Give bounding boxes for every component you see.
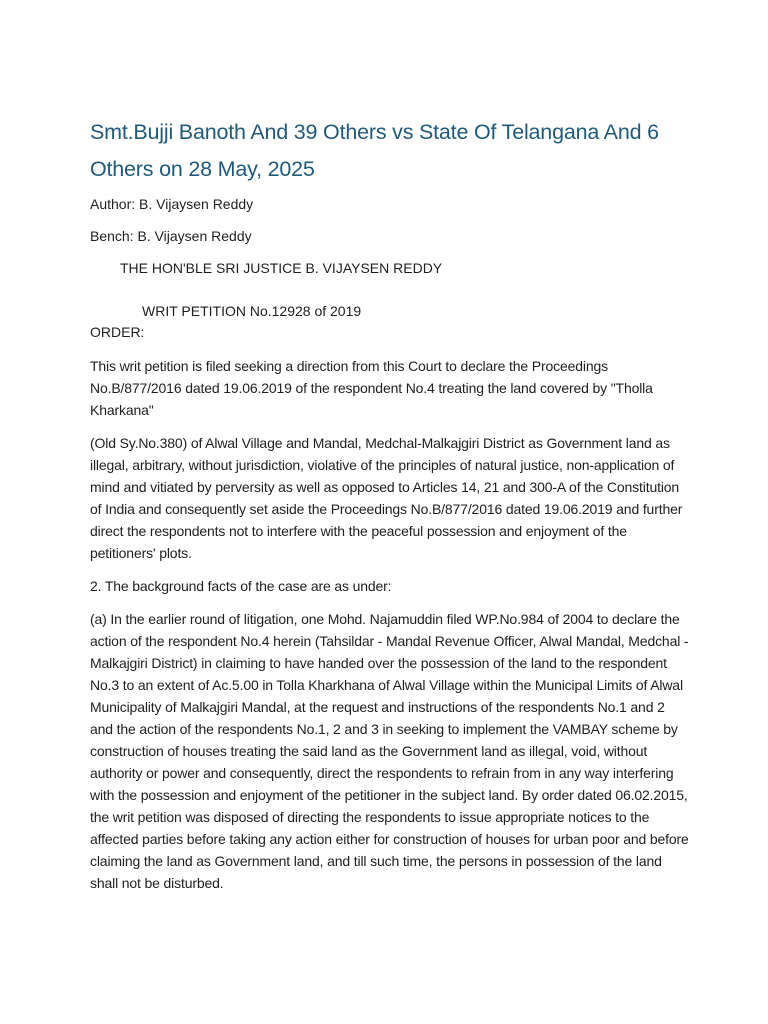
author-line: Author: B. Vijaysen Reddy — [90, 196, 254, 212]
paragraph: This writ petition is filed seeking a direction from this Court to declare the Proceedings No.B/877/2016 dated 19.06.2019 of the respondent No.4 treating the land covered by "Tholla Kharkana" — [90, 358, 653, 418]
bench-line: Bench: B. Vijaysen Reddy — [90, 228, 252, 244]
document-page — [90, 114, 690, 905]
document-title: Smt.Bujji Banoth And 39 Others vs State Of Telangana And 6 Others on 28 May, 2025 — [90, 120, 659, 181]
paragraph: (a) In the earlier round of litigation, one Mohd. Najamuddin filed WP.No.984 of 2004 to declare the action of the respondent No.4 herein (Tahsildar - Mandal Revenue Officer, Alwal Mandal, Medchal - Malkajgiri District) in claiming to have handed over the possession of the land to the respondent No.3 to an extent of Ac.5.00 in Tolla Kharkhana of Alwal Village within the Municipal Limits of Alwal Municipality of Malkajgiri Mandal, at the request and instructions of the respondents No.1 and 2 and the action of the respondents No.1, 2 and 3 in seeking to implement the VAMBAY scheme by construction of houses treating the said land as the Government land as illegal, void, without authority or power and consequently, direct the respondents to refrain from in any way interfering with the possession and enjoyment of the petitioner in the subject land. By order dated 06.02.2015, the writ petition was disposed of directing the respondents to issue appropriate notices to the affected parties before taking any action either for construction of houses for urban poor and before claiming the land as Government land, and till such time, the persons in possession of the land shall not be disturbed. — [90, 611, 689, 891]
justice-heading: THE HON'BLE SRI JUSTICE B. VIJAYSEN REDDY — [120, 260, 443, 276]
order-heading: ORDER: — [90, 324, 145, 340]
paragraph: (Old Sy.No.380) of Alwal Village and Mandal, Medchal-Malkajgiri District as Government land as illegal, arbitrary, without jurisdiction, violative of the principles of natural justice, non-application of mind and vitiated by perversity as well as opposed to Articles 14, 21 and 300-A of the Constitution of India and consequently set aside the Proceedings No.B/877/2016 dated 19.06.2019 and further direct the respondents not to interfere with the peaceful possession and enjoyment of the petitioners' plots. — [90, 435, 683, 561]
paragraph: 2. The background facts of the case are as under: — [90, 578, 392, 594]
writ-petition-number: WRIT PETITION No.12928 of 2019 — [142, 303, 362, 319]
